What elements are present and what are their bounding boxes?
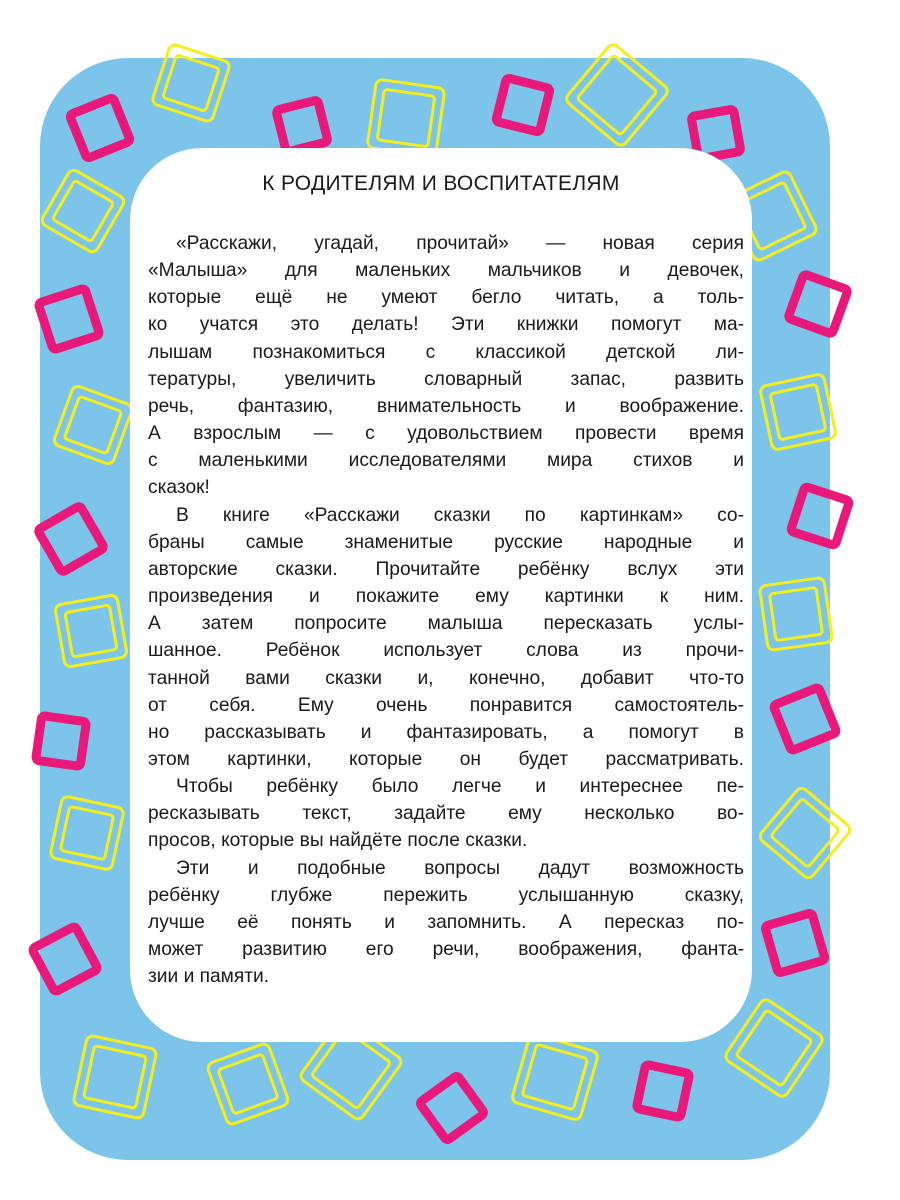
text-line: шанное. Ребёнок использует слова из прочи- xyxy=(148,640,744,662)
pink-square-icon xyxy=(32,282,105,355)
text-line: с маленькими исследователями мира стихов и xyxy=(148,450,744,472)
text-line: В книге «Расскажи сказки по картинкам» со- xyxy=(176,504,744,526)
pink-square-icon xyxy=(490,72,555,137)
text-line: зии и памяти. xyxy=(148,966,270,988)
text-line: «Малыша» для маленьких мальчиков и девочек, xyxy=(148,260,744,282)
yellow-square-icon xyxy=(365,77,446,158)
text-line: но рассказывать и фантазировать, а помогут в xyxy=(148,721,744,743)
text-line: авторские сказки. Прочитайте ребёнку вслух эти xyxy=(148,558,744,580)
pink-square-icon xyxy=(785,481,856,552)
text-line: сказок! xyxy=(148,477,210,499)
paragraph-2 xyxy=(148,502,744,774)
text-line: А взрослым — с удовольствием провести время xyxy=(148,423,744,445)
pink-square-icon xyxy=(782,268,854,340)
text-line: Чтобы ребёнку было легче и интереснее пе- xyxy=(176,776,744,798)
text-line: тературы, увеличить словарный запас, развить xyxy=(148,368,744,390)
yellow-square-icon xyxy=(756,784,855,883)
paragraph-1 xyxy=(148,230,744,502)
pink-square-icon xyxy=(413,1069,491,1147)
yellow-square-icon xyxy=(53,593,129,669)
page-title: К РОДИТЕЛЯМ И ВОСПИТАТЕЛЯМ xyxy=(262,172,620,195)
pink-square-icon xyxy=(26,920,104,998)
yellow-square-icon xyxy=(562,40,672,150)
pink-square-icon xyxy=(767,681,843,757)
text-line: просов, которые вы найдёте после сказки. xyxy=(148,830,528,852)
text-line: А затем попросите малыша пересказать услы- xyxy=(148,613,744,635)
text-line: «Расскажи, угадай, прочитай» — новая серия xyxy=(176,233,744,254)
yellow-square-icon xyxy=(509,1031,601,1123)
pink-square-icon xyxy=(631,1059,695,1123)
pink-square-icon xyxy=(31,711,92,772)
pink-square-icon xyxy=(759,907,831,979)
text-line: ресказывать текст, задайте ему несколько во- xyxy=(148,803,744,825)
yellow-square-icon xyxy=(204,1040,291,1127)
text-line: этом картинки, которые он будет рассматривать. xyxy=(148,748,744,770)
text-line: лышам познакомиться с классикой детской ли- xyxy=(148,341,744,363)
text-line: которые ещё не умеют бегло читать, а толь- xyxy=(148,287,744,309)
yellow-square-icon xyxy=(38,166,128,256)
text-line: от себя. Ему очень понравится самостоятель- xyxy=(148,694,744,716)
text-line: может развитию его речи, воображения, фанта- xyxy=(148,939,744,961)
text-line: лучше её понять и запомнить. А пересказ по- xyxy=(148,911,744,933)
pink-square-icon xyxy=(64,92,137,165)
pink-square-icon xyxy=(31,499,110,578)
yellow-square-icon xyxy=(71,1033,159,1121)
yellow-square-icon xyxy=(51,383,136,468)
yellow-square-icon xyxy=(48,794,126,872)
yellow-square-icon xyxy=(758,576,835,653)
text-line: Эти и подобные вопросы дадут возможность xyxy=(176,857,744,879)
paragraph-3 xyxy=(148,773,744,854)
text-line: браны самые знаменитые русские народные и xyxy=(148,531,744,553)
text-line: ребёнку глубже пережить услышанную сказку, xyxy=(148,884,744,906)
yellow-square-icon xyxy=(758,372,839,453)
text-line: речь, фантазию, внимательность и воображение. xyxy=(148,395,744,417)
paragraph-4 xyxy=(148,855,744,991)
text-line: произведения и покажите ему картинки к ним. xyxy=(148,586,744,608)
yellow-square-icon xyxy=(149,41,232,124)
text-line: танной вами сказки и, конечно, добавит что-то xyxy=(148,667,744,689)
body-text xyxy=(148,230,744,990)
text-line: ко учатся это делать! Эти книжки помогут ма- xyxy=(148,314,744,336)
